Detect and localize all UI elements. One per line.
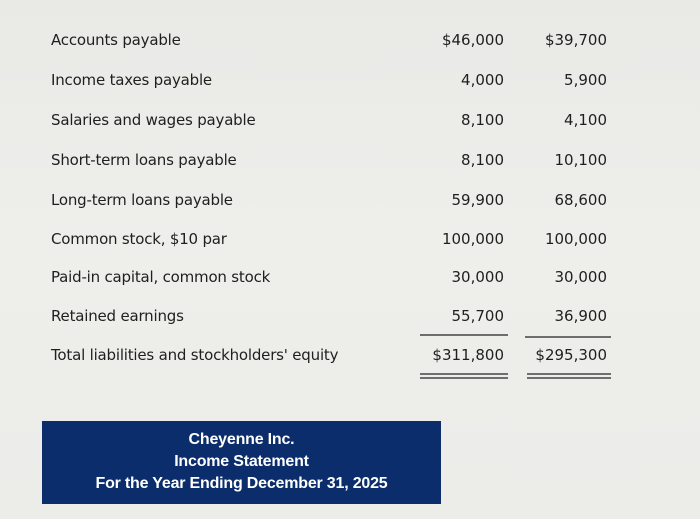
- row-label: Paid-in capital, common stock: [51, 268, 271, 286]
- prior-year-value: 4,100: [564, 111, 607, 129]
- double-rule-current-bottom: [420, 377, 508, 379]
- row-paid-in-capital: [0, 265, 700, 289]
- row-label: Total liabilities and stockholders' equity: [51, 346, 339, 364]
- prior-year-value: 68,600: [554, 191, 607, 209]
- row-label: Salaries and wages payable: [51, 111, 256, 129]
- double-rule-prior-bottom: [527, 377, 611, 379]
- current-year-value: 8,100: [461, 111, 504, 129]
- prior-year-value: 30,000: [554, 268, 607, 286]
- prior-year-value: 5,900: [564, 71, 607, 89]
- company-name: Cheyenne Inc.: [188, 431, 295, 448]
- statement-period: For the Year Ending December 31, 2025: [95, 475, 388, 492]
- row-label: Retained earnings: [51, 307, 184, 325]
- row-income-taxes-payable: [0, 68, 700, 92]
- current-year-value: 30,000: [451, 268, 504, 286]
- prior-year-value: $39,700: [544, 31, 607, 49]
- row-long-term-loans: [0, 188, 700, 212]
- current-year-value: 59,900: [451, 191, 504, 209]
- double-rule-prior-top: [527, 373, 611, 375]
- current-year-value: 55,700: [451, 307, 504, 325]
- prior-year-value: 36,900: [554, 307, 607, 325]
- row-accounts-payable: [0, 28, 700, 52]
- prior-year-value: 100,000: [544, 230, 607, 248]
- row-short-term-loans: [0, 148, 700, 172]
- prior-year-value: 10,100: [554, 151, 607, 169]
- subtotal-rule-current: [420, 334, 508, 336]
- income-statement-header: [42, 421, 441, 504]
- subtotal-rule-prior: [525, 336, 611, 338]
- current-year-value: $46,000: [441, 31, 504, 49]
- prior-year-total: $295,300: [535, 346, 607, 364]
- row-label: Income taxes payable: [51, 71, 212, 89]
- row-salaries-wages-payable: [0, 108, 700, 132]
- row-retained-earnings: [0, 304, 700, 328]
- row-label: Short-term loans payable: [51, 151, 237, 169]
- row-label: Accounts payable: [51, 31, 181, 49]
- current-year-total: $311,800: [432, 346, 504, 364]
- current-year-value: 4,000: [461, 71, 504, 89]
- row-common-stock: [0, 227, 700, 251]
- row-label: Long-term loans payable: [51, 191, 233, 209]
- statement-title: Income Statement: [174, 453, 309, 470]
- row-label: Common stock, $10 par: [51, 230, 227, 248]
- current-year-value: 8,100: [461, 151, 504, 169]
- row-total-liabilities-equity: [0, 343, 700, 367]
- double-rule-current-top: [420, 373, 508, 375]
- current-year-value: 100,000: [441, 230, 504, 248]
